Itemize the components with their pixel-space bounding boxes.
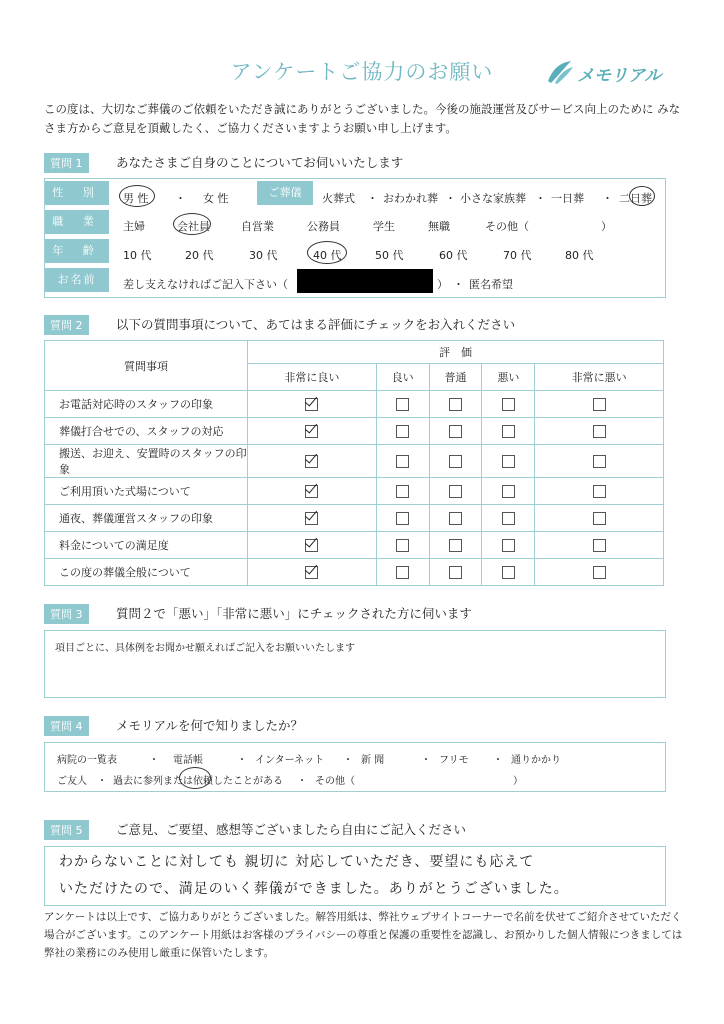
rating-cell [535, 391, 664, 418]
rating-header: 非常に悪い [535, 364, 664, 391]
funeral-option[interactable]: 一日葬 [551, 192, 584, 205]
dot: ・ [343, 755, 353, 766]
rating-cell [535, 418, 664, 445]
rating-checkbox[interactable] [593, 539, 606, 552]
rating-checkbox[interactable] [396, 566, 409, 579]
rating-checkbox[interactable] [449, 455, 462, 468]
rating-checkbox[interactable] [305, 455, 318, 468]
evaluation-row [45, 532, 664, 559]
rating-checkbox[interactable] [305, 512, 318, 525]
rating-cell [535, 559, 664, 586]
rating-checkbox[interactable] [593, 566, 606, 579]
source-option[interactable]: ご友人 [57, 776, 87, 787]
rating-cell [376, 478, 429, 505]
evaluation-table [44, 340, 664, 586]
q5-answer-box[interactable] [44, 846, 666, 906]
source-option[interactable]: 病院の一覧表 [57, 755, 117, 766]
hand-circle [179, 767, 211, 789]
hand-circle [173, 213, 211, 235]
col-item-header: 質問事項 [45, 341, 248, 391]
close-paren: ） [513, 776, 523, 787]
source-option[interactable]: 過去に参列または依頼したことがある [113, 776, 283, 787]
rating-checkbox[interactable] [502, 398, 515, 411]
q5-text: ご意見、ご要望、感想等ございましたら自由にご記入ください [116, 822, 467, 837]
dot: ・ [97, 776, 107, 787]
q5-label: 質問 5 [44, 820, 89, 840]
dot: ・ [175, 192, 186, 205]
question-item: 葬儀打合せでの、スタッフの対応 [45, 418, 248, 445]
job-option[interactable]: 学生 [373, 220, 395, 233]
question-item: 料金についての満足度 [45, 532, 248, 559]
dot: ・ [297, 776, 307, 787]
rating-cell [376, 532, 429, 559]
rating-cell [248, 418, 377, 445]
rating-cell [429, 478, 482, 505]
q1-box [44, 178, 666, 298]
rating-cell [535, 445, 664, 478]
rating-cell [248, 532, 377, 559]
age-option[interactable]: 80 代 [565, 249, 594, 262]
age-option[interactable]: 30 代 [249, 249, 278, 262]
q4-text: メモリアルを何で知りましたか？ [116, 718, 304, 733]
rating-cell [535, 478, 664, 505]
handwritten-line-2: いただけたので、満足のいく葬儀ができました。ありがとうございました。 [59, 881, 569, 897]
age-option[interactable]: 70 代 [503, 249, 532, 262]
redacted-name [297, 269, 433, 293]
question-item: 搬送、お迎え、安置時のスタッフの印象 [45, 445, 248, 478]
question-item: 通夜、葬儀運営スタッフの印象 [45, 505, 248, 532]
job-option[interactable]: 無職 [428, 220, 450, 233]
q1-label: 質問 1 [44, 153, 89, 173]
rating-checkbox[interactable] [593, 398, 606, 411]
rating-cell [248, 445, 377, 478]
anonymous-option[interactable]: 匿名希望 [469, 278, 513, 291]
rating-cell [482, 559, 535, 586]
rating-checkbox[interactable] [305, 566, 318, 579]
rating-cell [429, 391, 482, 418]
evaluation-row [45, 559, 664, 586]
rating-checkbox[interactable] [449, 566, 462, 579]
age-option[interactable]: 60 代 [439, 249, 468, 262]
rating-checkbox[interactable] [502, 485, 515, 498]
dot: ・ [149, 755, 159, 766]
dot: ・ [421, 755, 431, 766]
q4-label: 質問 4 [44, 716, 89, 736]
rating-checkbox[interactable] [593, 455, 606, 468]
rating-header: 非常に良い [248, 364, 377, 391]
col-eval-header: 評 価 [248, 341, 664, 364]
q4-box [44, 742, 666, 792]
rating-checkbox[interactable] [593, 485, 606, 498]
source-option[interactable]: インターネット [255, 755, 325, 766]
job-option[interactable]: 自営業 [241, 220, 274, 233]
evaluation-row [45, 445, 664, 478]
funeral-option[interactable]: 火葬式 [322, 192, 355, 205]
rating-cell [482, 445, 535, 478]
name-label: お名前 [45, 268, 109, 292]
handwritten-line-1: わからないことに対しても 親切に 対応していただき、要望にも応えて [59, 854, 535, 870]
rating-header: 普通 [429, 364, 482, 391]
rating-checkbox[interactable] [449, 425, 462, 438]
rating-cell [376, 418, 429, 445]
dot: ・ [602, 192, 613, 205]
age-option[interactable]: 20 代 [185, 249, 214, 262]
rating-checkbox[interactable] [396, 539, 409, 552]
page-title: アンケートご協力のお願い [230, 60, 494, 84]
age-label: 年 齢 [45, 239, 109, 263]
rating-cell [248, 559, 377, 586]
question-item: お電話対応時のスタッフの印象 [45, 391, 248, 418]
leaf-icon [545, 59, 575, 85]
rating-cell [248, 478, 377, 505]
rating-cell [376, 505, 429, 532]
q3-text: 質問２で「悪い」「非常に悪い」にチェックされた方に伺います [116, 606, 472, 621]
age-option[interactable]: 50 代 [375, 249, 404, 262]
memorial-logo [545, 59, 670, 87]
rating-checkbox[interactable] [305, 425, 318, 438]
job-option[interactable]: 公務員 [307, 220, 340, 233]
rating-checkbox[interactable] [593, 425, 606, 438]
rating-checkbox[interactable] [502, 566, 515, 579]
rating-cell [376, 559, 429, 586]
rating-cell [429, 418, 482, 445]
rating-cell [376, 391, 429, 418]
rating-checkbox[interactable] [449, 485, 462, 498]
source-option[interactable]: 新 聞 [361, 755, 385, 766]
rating-checkbox[interactable] [396, 512, 409, 525]
question-item: この度の葬儀全般について [45, 559, 248, 586]
source-option[interactable]: 電話帳 [173, 755, 203, 766]
dot: ・ [367, 192, 378, 205]
evaluation-row [45, 418, 664, 445]
rating-checkbox[interactable] [396, 425, 409, 438]
source-option[interactable]: 通りかかり [511, 755, 561, 766]
rating-header: 良い [376, 364, 429, 391]
rating-checkbox[interactable] [502, 539, 515, 552]
q3-label: 質問 3 [44, 604, 89, 624]
job-option[interactable]: 会社員 [177, 220, 210, 233]
rating-cell [482, 391, 535, 418]
source-option[interactable]: フリモ [439, 755, 469, 766]
rating-cell [429, 445, 482, 478]
rating-checkbox[interactable] [449, 398, 462, 411]
age-option[interactable]: 40 代 [313, 249, 342, 262]
q3-answer-box[interactable] [44, 630, 666, 698]
age-option[interactable]: 10 代 [123, 249, 152, 262]
gender-male[interactable]: 男 性 [123, 192, 149, 205]
rating-checkbox[interactable] [502, 512, 515, 525]
rating-header: 悪い [482, 364, 535, 391]
logo-text: メモリアル [577, 66, 662, 86]
source-option-other[interactable]: その他（ [315, 776, 355, 787]
name-hint: 差し支えなければご記入下さい（ [123, 278, 288, 291]
gender-label: 性 別 [45, 181, 109, 205]
rating-cell [482, 478, 535, 505]
funeral-option[interactable]: 小さな家族葬 [460, 192, 526, 205]
intro-text: この度は、大切なご葬儀のご依頼をいただき誠にありがとうございました。今後の施設運営及びサービス向上のために みなさま方からご意見を頂戴したく、ご協力くださいますようお願い申し上げます。 [44, 102, 681, 135]
rating-checkbox[interactable] [396, 398, 409, 411]
job-option[interactable]: 主婦 [123, 220, 145, 233]
hand-circle [307, 241, 347, 264]
q2-label: 質問 2 [44, 315, 89, 335]
funeral-option[interactable]: おわかれ葬 [383, 192, 438, 205]
rating-checkbox[interactable] [449, 512, 462, 525]
evaluation-row [45, 478, 664, 505]
rating-cell [535, 505, 664, 532]
funeral-option[interactable]: 二日葬 [619, 192, 652, 205]
hand-circle [119, 185, 155, 207]
dot: ・ [237, 755, 247, 766]
rating-cell [248, 505, 377, 532]
evaluation-row [45, 391, 664, 418]
rating-checkbox[interactable] [305, 398, 318, 411]
dot: ・ [445, 192, 456, 205]
rating-cell [482, 505, 535, 532]
rating-cell [429, 505, 482, 532]
rating-checkbox[interactable] [502, 425, 515, 438]
rating-checkbox[interactable] [396, 485, 409, 498]
hand-circle [629, 186, 655, 206]
dot: ・ [453, 278, 464, 291]
job-label: 職 業 [45, 210, 109, 234]
rating-cell [376, 445, 429, 478]
close-paren: ） [437, 278, 448, 291]
rating-cell [248, 391, 377, 418]
rating-cell [535, 532, 664, 559]
q1-text: あなたさまご自身のことについてお伺いいたします [116, 155, 404, 170]
footer-note: アンケートは以上です、ご協力ありがとうございました。解答用紙は、弊社ウェブサイトコーナーで名前を伏せてご紹介させていただく場合がございます。このアンケート用紙はお客様のプライバシーの尊重と保護の重要性を認識し、お預かりした個人情報につきましては弊社の業務にのみ使用し厳重に保管いたします。 [44, 911, 683, 959]
gender-female[interactable]: 女 性 [203, 192, 229, 205]
funeral-label: ご葬儀 [257, 181, 313, 205]
dot: ・ [493, 755, 503, 766]
rating-checkbox[interactable] [305, 539, 318, 552]
rating-cell [482, 532, 535, 559]
rating-checkbox[interactable] [396, 455, 409, 468]
rating-cell [482, 418, 535, 445]
dot: ・ [535, 192, 546, 205]
q2-text: 以下の質問事項について、あてはまる評価にチェックをお入れください [116, 317, 516, 332]
question-item: ご利用頂いた式場について [45, 478, 248, 505]
job-option-other[interactable]: その他（ [485, 220, 529, 233]
rating-cell [429, 532, 482, 559]
rating-checkbox[interactable] [593, 512, 606, 525]
evaluation-row [45, 505, 664, 532]
rating-checkbox[interactable] [449, 539, 462, 552]
q3-hint: 項目ごとに、具体例をお聞かせ願えればご記入をお願いいたします [55, 643, 355, 654]
rating-checkbox[interactable] [305, 485, 318, 498]
rating-checkbox[interactable] [502, 455, 515, 468]
rating-cell [429, 559, 482, 586]
close-paren: ） [601, 220, 612, 233]
